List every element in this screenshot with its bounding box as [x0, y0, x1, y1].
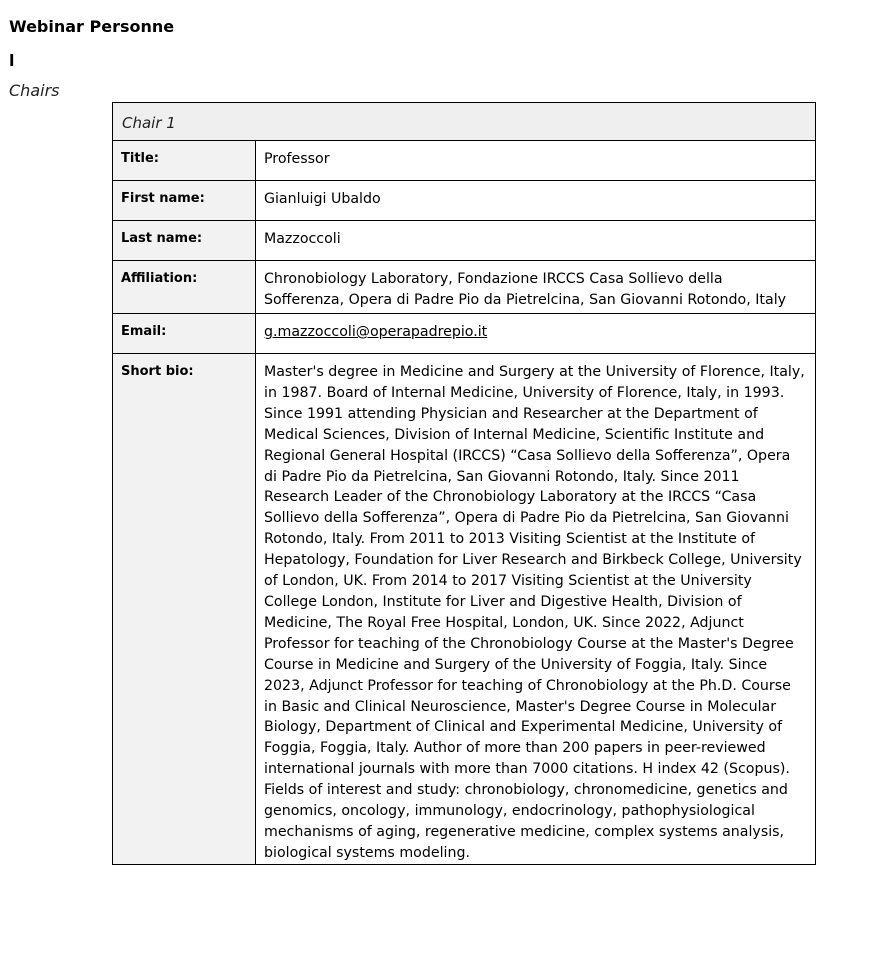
short-bio-value: Master's degree in Medicine and Surgery at the University of Florence, Italy, in 1987. Board of Internal Medicine, University of Florence, Italy, in 1993. Since 1991 attending Physician and Researcher at the Department of Medical Sciences, Division of Internal Medicine, Scientific Institute and Regional General Hospital (IRCCS) “Casa Sollievo della Sofferenza”, Opera di Padre Pio da Pietrelcina, San Giovanni Rotondo, Italy. Since 2011 Research Leader of the Chronobiology Laboratory at the IRCCS “Casa Sollievo della Sofferenza”, Opera di Padre Pio da Pietrelcina, San Giovanni Rotondo, Italy. From 2011 to 2013 Visiting Scientist at the Institute of Hepatology, Foundation for Liver Research and Birkbeck College, University of London, UK. From 2014 to 2017 Visiting Scientist at the University College London, Institute for Liver and Digestive Health, Division of Medicine, The Royal Free Hospital, London, UK. Since 2022, Adjunct Professor for teaching of the Chronobiology Course at the Master's Degree Course in Medicine and Surgery of the University of Foggia, Italy. Since 2023, Adjunct Professor for teaching of Chronobiology at the Ph.D. Course in Basic and Clinical Neuroscience, Master's Degree Course in Molecular Biology, Department of Clinical and Experimental Medicine, University of Foggia, Foggia, Italy. Author of more than 200 papers in peer-reviewed international journals with more than 7000 citations. H index 42 (Scopus). Fields of interest and study: chronobiology, chronomedicine, genetics and genomics, oncology, immunology, endocrinology, pathophysiological mechanisms of aging, regenerative medicine, complex systems analysis, biological systems modeling.: [256, 354, 816, 865]
page-heading-continuation: l: [9, 51, 15, 70]
short-bio-label: Short bio:: [113, 354, 256, 865]
page-heading: Webinar Personne: [9, 17, 175, 36]
title-value: Professor: [256, 141, 816, 181]
table-row: [113, 141, 816, 181]
title-label: Title:: [113, 141, 256, 181]
last-name-label: Last name:: [113, 221, 256, 261]
chair-header-row: [113, 103, 816, 141]
table-row: [113, 314, 816, 354]
chair-title: Chair 1: [113, 103, 816, 141]
first-name-label: First name:: [113, 181, 256, 221]
table-row: [113, 261, 816, 314]
email-label: Email:: [113, 314, 256, 354]
table-row: [113, 354, 816, 865]
section-label-chairs: Chairs: [9, 81, 60, 100]
first-name-value: Gianluigi Ubaldo: [256, 181, 816, 221]
email-cell: [256, 314, 816, 354]
affiliation-label: Affiliation:: [113, 261, 256, 314]
affiliation-value: Chronobiology Laboratory, Fondazione IRCCS Casa Sollievo della Sofferenza, Opera di Padre Pio da Pietrelcina, San Giovanni Rotondo, Italy: [256, 261, 816, 314]
table-row: [113, 181, 816, 221]
chair-table: [112, 102, 816, 865]
last-name-value: Mazzoccoli: [256, 221, 816, 261]
email-link[interactable]: g.mazzoccoli@operapadrepio.it: [264, 324, 488, 340]
table-row: [113, 221, 816, 261]
